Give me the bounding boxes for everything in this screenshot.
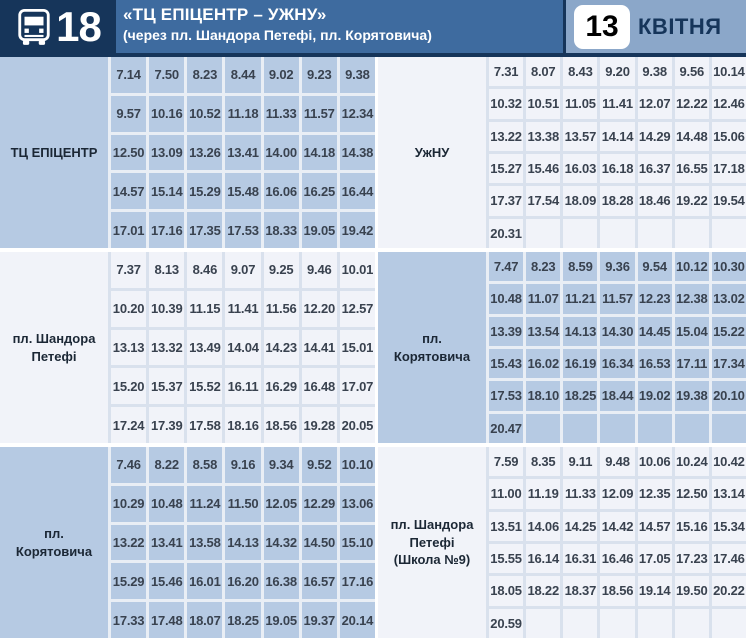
time-cell: 15.46 [526, 154, 560, 183]
time-cell: 14.18 [302, 135, 337, 171]
time-cell-empty [526, 219, 560, 248]
time-cell: 9.23 [302, 57, 337, 93]
time-cell: 10.12 [675, 252, 709, 281]
time-cell: 11.50 [225, 486, 260, 522]
time-cell: 16.11 [225, 368, 260, 404]
time-cell: 10.16 [149, 96, 184, 132]
time-cell: 15.29 [187, 173, 222, 209]
time-cell: 16.14 [526, 544, 560, 573]
time-cell: 10.20 [111, 291, 146, 327]
time-cell: 13.22 [489, 122, 523, 151]
time-cell: 11.05 [563, 89, 597, 118]
time-cell: 15.10 [340, 525, 375, 561]
stop-name: пл. Корятовича [0, 447, 108, 638]
time-cell: 15.16 [675, 512, 709, 541]
time-cell: 8.13 [149, 252, 184, 288]
time-cell: 12.35 [638, 479, 672, 508]
time-cell: 11.21 [563, 284, 597, 313]
schedule-block-koriatovycha [0, 447, 375, 638]
time-cell: 17.53 [489, 381, 523, 410]
time-cell: 16.20 [225, 563, 260, 599]
time-cell-empty [600, 219, 634, 248]
time-cell: 14.30 [600, 317, 634, 346]
times-grid [111, 57, 375, 248]
time-cell: 9.46 [302, 252, 337, 288]
time-cell: 9.54 [638, 252, 672, 281]
time-cell: 20.10 [712, 381, 746, 410]
time-cell: 13.22 [111, 525, 146, 561]
time-cell: 14.14 [600, 122, 634, 151]
time-cell: 12.57 [340, 291, 375, 327]
time-cell: 16.06 [264, 173, 299, 209]
time-cell: 9.20 [600, 57, 634, 86]
time-cell: 20.22 [712, 576, 746, 605]
time-cell: 16.38 [264, 563, 299, 599]
time-cell: 14.29 [638, 122, 672, 151]
time-cell: 15.29 [111, 563, 146, 599]
time-cell: 12.09 [600, 479, 634, 508]
time-cell: 14.50 [302, 525, 337, 561]
time-cell: 15.43 [489, 349, 523, 378]
time-cell: 18.37 [563, 576, 597, 605]
time-cell: 10.48 [489, 284, 523, 313]
time-cell: 19.14 [638, 576, 672, 605]
time-cell: 11.57 [302, 96, 337, 132]
route-badge [0, 0, 116, 53]
stop-name: пл. Шандора Петефі [0, 252, 108, 443]
time-cell: 10.42 [712, 447, 746, 476]
time-cell: 12.46 [712, 89, 746, 118]
time-cell: 10.24 [675, 447, 709, 476]
timetable-return-column [378, 57, 746, 638]
time-cell: 9.07 [225, 252, 260, 288]
time-cell: 17.53 [225, 212, 260, 248]
time-cell-empty [675, 414, 709, 443]
time-cell: 10.32 [489, 89, 523, 118]
time-cell: 20.47 [489, 414, 523, 443]
time-cell: 16.37 [638, 154, 672, 183]
time-cell: 11.57 [600, 284, 634, 313]
time-cell: 13.57 [563, 122, 597, 151]
time-cell-empty [600, 414, 634, 443]
time-cell: 19.22 [675, 186, 709, 215]
stop-name: УжНУ [378, 57, 486, 248]
time-cell: 15.34 [712, 512, 746, 541]
times-grid [111, 252, 375, 443]
time-cell: 14.38 [340, 135, 375, 171]
time-cell: 15.06 [712, 122, 746, 151]
time-cell: 19.50 [675, 576, 709, 605]
time-cell: 12.50 [111, 135, 146, 171]
time-cell: 15.01 [340, 330, 375, 366]
time-cell: 8.35 [526, 447, 560, 476]
time-cell-empty [526, 609, 560, 638]
time-cell: 17.01 [111, 212, 146, 248]
time-cell: 11.19 [526, 479, 560, 508]
schedule-block-petefi-school9 [378, 447, 746, 638]
time-cell: 12.34 [340, 96, 375, 132]
time-cell: 19.54 [712, 186, 746, 215]
time-cell: 19.05 [264, 602, 299, 638]
time-cell: 7.31 [489, 57, 523, 86]
time-cell: 8.07 [526, 57, 560, 86]
time-cell: 12.29 [302, 486, 337, 522]
time-cell: 15.52 [187, 368, 222, 404]
route-title: «ТЦ ЕПІЦЕНТР – УЖНУ» [123, 5, 327, 24]
time-cell: 14.45 [638, 317, 672, 346]
time-cell: 12.20 [302, 291, 337, 327]
time-cell: 13.32 [149, 330, 184, 366]
time-cell: 9.48 [600, 447, 634, 476]
time-cell: 14.13 [563, 317, 597, 346]
time-cell: 20.59 [489, 609, 523, 638]
time-cell: 13.41 [149, 525, 184, 561]
time-cell: 11.41 [600, 89, 634, 118]
time-cell: 8.44 [225, 57, 260, 93]
time-cell-empty [712, 219, 746, 248]
time-cell: 12.38 [675, 284, 709, 313]
time-cell: 12.05 [264, 486, 299, 522]
time-cell: 14.42 [600, 512, 634, 541]
time-cell: 17.35 [187, 212, 222, 248]
time-cell: 8.22 [149, 447, 184, 483]
time-cell: 9.11 [563, 447, 597, 476]
time-cell: 9.36 [600, 252, 634, 281]
time-cell: 14.48 [675, 122, 709, 151]
time-cell: 11.15 [187, 291, 222, 327]
time-cell: 14.41 [302, 330, 337, 366]
time-cell: 16.01 [187, 563, 222, 599]
time-cell: 20.31 [489, 219, 523, 248]
time-cell: 18.56 [600, 576, 634, 605]
time-cell: 9.34 [264, 447, 299, 483]
time-cell: 15.22 [712, 317, 746, 346]
time-cell: 11.56 [264, 291, 299, 327]
time-cell: 16.55 [675, 154, 709, 183]
time-cell: 19.02 [638, 381, 672, 410]
time-cell: 14.06 [526, 512, 560, 541]
time-cell: 19.37 [302, 602, 337, 638]
time-cell: 15.20 [111, 368, 146, 404]
time-cell: 17.24 [111, 407, 146, 443]
time-cell: 13.49 [187, 330, 222, 366]
time-cell-empty [563, 219, 597, 248]
time-cell: 7.37 [111, 252, 146, 288]
time-cell-empty [526, 414, 560, 443]
time-cell: 18.09 [563, 186, 597, 215]
time-cell-empty [712, 414, 746, 443]
time-cell: 14.00 [264, 135, 299, 171]
time-cell: 18.10 [526, 381, 560, 410]
time-cell: 8.43 [563, 57, 597, 86]
timetable-outbound-column [0, 57, 375, 638]
time-cell: 19.42 [340, 212, 375, 248]
time-cell: 14.32 [264, 525, 299, 561]
time-cell: 19.38 [675, 381, 709, 410]
time-cell: 14.57 [111, 173, 146, 209]
time-cell: 14.13 [225, 525, 260, 561]
time-cell: 9.16 [225, 447, 260, 483]
time-cell: 18.46 [638, 186, 672, 215]
route-number: 18 [56, 2, 101, 50]
time-cell: 17.58 [187, 407, 222, 443]
time-cell: 16.34 [600, 349, 634, 378]
date-panel [563, 0, 746, 53]
time-cell: 18.25 [225, 602, 260, 638]
time-cell: 10.52 [187, 96, 222, 132]
time-cell: 20.14 [340, 602, 375, 638]
time-cell: 13.06 [340, 486, 375, 522]
time-cell: 10.48 [149, 486, 184, 522]
time-cell: 18.28 [600, 186, 634, 215]
time-cell-empty [638, 219, 672, 248]
time-cell: 12.07 [638, 89, 672, 118]
time-cell: 17.18 [712, 154, 746, 183]
time-cell: 19.05 [302, 212, 337, 248]
time-cell: 10.14 [712, 57, 746, 86]
time-cell: 13.54 [526, 317, 560, 346]
time-cell: 13.39 [489, 317, 523, 346]
time-cell: 15.48 [225, 173, 260, 209]
stop-name: пл. Шандора Петефі (Школа №9) [378, 447, 486, 638]
time-cell: 19.28 [302, 407, 337, 443]
time-cell: 16.31 [563, 544, 597, 573]
time-cell: 18.16 [225, 407, 260, 443]
time-cell: 10.51 [526, 89, 560, 118]
time-cell: 18.56 [264, 407, 299, 443]
time-cell: 12.23 [638, 284, 672, 313]
times-grid [111, 447, 375, 638]
time-cell: 9.38 [638, 57, 672, 86]
time-cell: 14.57 [638, 512, 672, 541]
time-cell: 16.18 [600, 154, 634, 183]
time-cell: 15.04 [675, 317, 709, 346]
schedule-block-epicentr [0, 57, 375, 248]
time-cell: 13.09 [149, 135, 184, 171]
time-cell-empty [675, 219, 709, 248]
time-cell: 10.39 [149, 291, 184, 327]
date-day-badge: 13 [574, 5, 630, 49]
time-cell: 17.23 [675, 544, 709, 573]
time-cell: 15.46 [149, 563, 184, 599]
time-cell: 13.14 [712, 479, 746, 508]
time-cell: 7.46 [111, 447, 146, 483]
route-title-panel [116, 0, 563, 53]
bus-icon [15, 7, 53, 47]
time-cell: 10.29 [111, 486, 146, 522]
time-cell: 7.14 [111, 57, 146, 93]
time-cell: 20.05 [340, 407, 375, 443]
time-cell: 9.57 [111, 96, 146, 132]
schedule-block-petefi [0, 252, 375, 443]
time-cell: 14.23 [264, 330, 299, 366]
time-cell: 17.16 [340, 563, 375, 599]
time-cell: 15.55 [489, 544, 523, 573]
time-cell: 14.04 [225, 330, 260, 366]
time-cell: 16.53 [638, 349, 672, 378]
time-cell: 18.05 [489, 576, 523, 605]
time-cell: 17.33 [111, 602, 146, 638]
header [0, 0, 746, 53]
time-cell: 17.07 [340, 368, 375, 404]
time-cell: 13.58 [187, 525, 222, 561]
time-cell: 16.48 [302, 368, 337, 404]
stop-name: пл. Корятовича [378, 252, 486, 443]
time-cell: 9.38 [340, 57, 375, 93]
time-cell-empty [638, 609, 672, 638]
time-cell: 8.23 [187, 57, 222, 93]
time-cell: 18.44 [600, 381, 634, 410]
time-cell: 18.07 [187, 602, 222, 638]
time-cell: 13.26 [187, 135, 222, 171]
time-cell: 15.37 [149, 368, 184, 404]
timetable [0, 57, 746, 638]
time-cell-empty [675, 609, 709, 638]
time-cell: 16.02 [526, 349, 560, 378]
stop-name: ТЦ ЕПІЦЕНТР [0, 57, 108, 248]
time-cell: 17.16 [149, 212, 184, 248]
times-grid [489, 57, 746, 248]
time-cell: 17.46 [712, 544, 746, 573]
time-cell-empty [638, 414, 672, 443]
time-cell: 16.19 [563, 349, 597, 378]
time-cell: 11.24 [187, 486, 222, 522]
schedule-block-uzhnu [378, 57, 746, 248]
time-cell-empty [600, 609, 634, 638]
time-cell: 7.50 [149, 57, 184, 93]
time-cell: 16.44 [340, 173, 375, 209]
time-cell: 17.48 [149, 602, 184, 638]
time-cell-empty [712, 609, 746, 638]
time-cell-empty [563, 609, 597, 638]
time-cell: 9.02 [264, 57, 299, 93]
time-cell: 11.33 [563, 479, 597, 508]
time-cell: 13.41 [225, 135, 260, 171]
time-cell: 11.41 [225, 291, 260, 327]
times-grid [489, 447, 746, 638]
time-cell: 13.38 [526, 122, 560, 151]
time-cell: 13.51 [489, 512, 523, 541]
time-cell: 12.22 [675, 89, 709, 118]
time-cell: 16.25 [302, 173, 337, 209]
time-cell: 17.54 [526, 186, 560, 215]
time-cell: 11.07 [526, 284, 560, 313]
time-cell: 8.58 [187, 447, 222, 483]
time-cell: 14.25 [563, 512, 597, 541]
time-cell: 13.02 [712, 284, 746, 313]
time-cell: 9.56 [675, 57, 709, 86]
route-subtitle: (через пл. Шандора Петефі, пл. Корятовича) [123, 27, 432, 43]
time-cell: 10.06 [638, 447, 672, 476]
time-cell: 10.10 [340, 447, 375, 483]
schedule-block-koriatovycha-return [378, 252, 746, 443]
time-cell: 15.14 [149, 173, 184, 209]
date-month-label: КВІТНЯ [638, 13, 722, 39]
time-cell: 16.03 [563, 154, 597, 183]
time-cell: 18.22 [526, 576, 560, 605]
time-cell: 9.52 [302, 447, 337, 483]
time-cell: 8.59 [563, 252, 597, 281]
time-cell: 8.23 [526, 252, 560, 281]
time-cell: 8.46 [187, 252, 222, 288]
time-cell: 13.13 [111, 330, 146, 366]
time-cell: 18.25 [563, 381, 597, 410]
times-grid [489, 252, 746, 443]
time-cell: 17.11 [675, 349, 709, 378]
time-cell: 17.34 [712, 349, 746, 378]
time-cell: 12.50 [675, 479, 709, 508]
time-cell: 11.00 [489, 479, 523, 508]
time-cell: 16.57 [302, 563, 337, 599]
time-cell: 17.05 [638, 544, 672, 573]
time-cell: 11.33 [264, 96, 299, 132]
time-cell: 16.29 [264, 368, 299, 404]
time-cell: 10.30 [712, 252, 746, 281]
time-cell: 7.59 [489, 447, 523, 476]
time-cell: 17.39 [149, 407, 184, 443]
time-cell: 9.25 [264, 252, 299, 288]
time-cell: 16.46 [600, 544, 634, 573]
time-cell: 7.47 [489, 252, 523, 281]
time-cell: 10.01 [340, 252, 375, 288]
time-cell: 17.37 [489, 186, 523, 215]
time-cell: 18.33 [264, 212, 299, 248]
time-cell: 11.18 [225, 96, 260, 132]
time-cell: 15.27 [489, 154, 523, 183]
time-cell-empty [563, 414, 597, 443]
